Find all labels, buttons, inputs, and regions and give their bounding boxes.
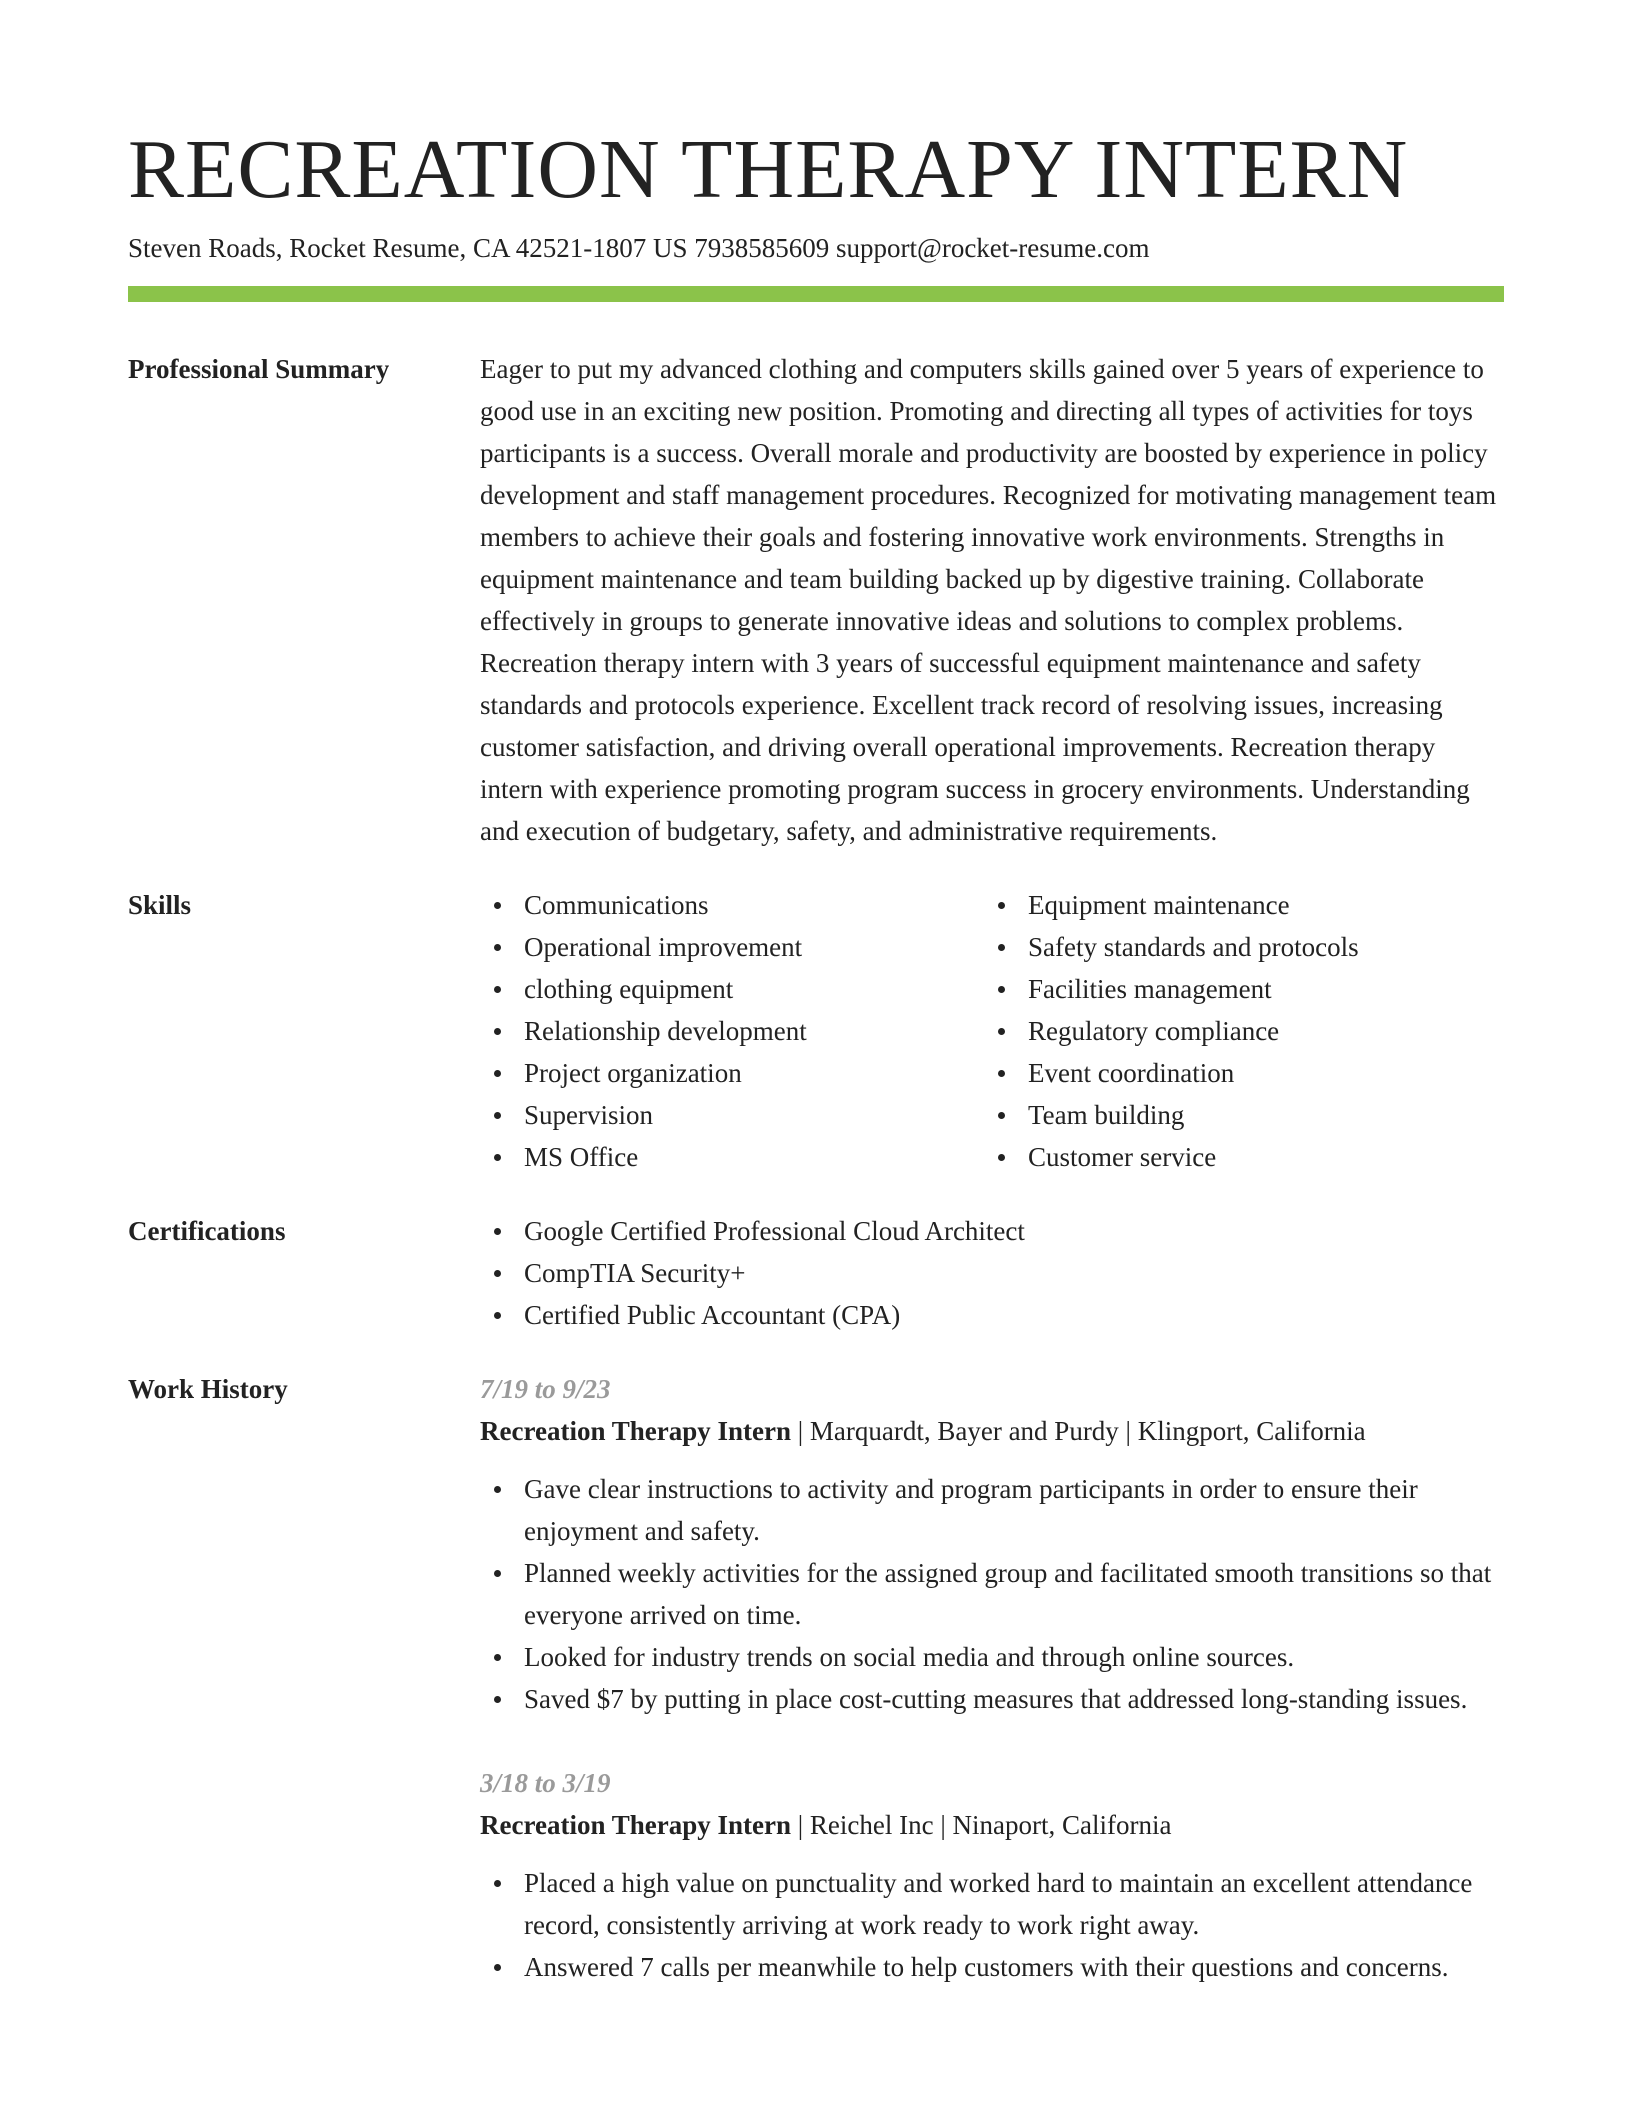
skill-item: Communications bbox=[480, 884, 984, 926]
work-history-body bbox=[480, 1368, 1504, 2030]
job-title-line bbox=[480, 1804, 1504, 1846]
skills-column-right bbox=[984, 884, 1488, 1178]
skill-item: clothing equipment bbox=[480, 968, 984, 1010]
job-duty-item: Saved $7 by putting in place cost-cutting measures that addressed long-standing issues. bbox=[480, 1678, 1504, 1720]
skill-item: Supervision bbox=[480, 1094, 984, 1136]
skills-column-left bbox=[480, 884, 984, 1178]
certification-item: Certified Public Accountant (CPA) bbox=[480, 1294, 1504, 1336]
skill-item: Operational improvement bbox=[480, 926, 984, 968]
skills-list-right bbox=[984, 884, 1488, 1178]
job-duty-item: Looked for industry trends on social media and through online sources. bbox=[480, 1636, 1504, 1678]
job-duties-list bbox=[480, 1862, 1504, 1988]
work-history-heading: Work History bbox=[128, 1374, 288, 1404]
work-history-section bbox=[128, 1368, 1504, 2030]
job-duty-item: Planned weekly activities for the assigned group and facilitated smooth transitions so that everyone arrived on time. bbox=[480, 1552, 1504, 1636]
skill-item: Team building bbox=[984, 1094, 1488, 1136]
job-duties-list bbox=[480, 1468, 1504, 1720]
job-dates: 3/18 to 3/19 bbox=[480, 1768, 611, 1798]
certification-item: Google Certified Professional Cloud Architect bbox=[480, 1210, 1504, 1252]
skill-item: Facilities management bbox=[984, 968, 1488, 1010]
certifications-heading: Certifications bbox=[128, 1216, 286, 1246]
summary-text: Eager to put my advanced clothing and computers skills gained over 5 years of experience to good use in an exciting new position. Promoting and directing all types of activities for toys participants is a success. Overall morale and productivity are boosted by experience in policy development and staff management procedures. Recognized for motivating management team members to achieve their goals and fostering innovative work environments. Strengths in equipment maintenance and team building backed up by digestive training. Collaborate effectively in groups to generate innovative ideas and solutions to complex problems. Recreation therapy intern with 3 years of successful equipment maintenance and safety standards and protocols experience. Excellent track record of resolving issues, increasing customer satisfaction, and driving overall operational improvements. Recreation therapy intern with experience promoting program success in grocery environments. Understanding and execution of budgetary, safety, and administrative requirements. bbox=[480, 354, 1497, 846]
summary-body bbox=[480, 348, 1504, 852]
job-duty-item: Placed a high value on punctuality and worked hard to maintain an excellent attendance record, consistently arriving at work ready to work right away. bbox=[480, 1862, 1504, 1946]
job-duty-item: Gave clear instructions to activity and program participants in order to ensure their enjoyment and safety. bbox=[480, 1468, 1504, 1552]
header-divider bbox=[128, 286, 1504, 302]
certification-item: CompTIA Security+ bbox=[480, 1252, 1504, 1294]
skills-columns bbox=[480, 884, 1504, 1178]
skills-heading: Skills bbox=[128, 890, 192, 920]
skills-body bbox=[480, 884, 1504, 1178]
skill-item: Customer service bbox=[984, 1136, 1488, 1178]
job-role: Recreation Therapy Intern bbox=[480, 1416, 791, 1446]
contact-line: Steven Roads, Rocket Resume, CA 42521-1807 US 7938585609 support@rocket-resume.com bbox=[128, 233, 1150, 263]
skill-item: Event coordination bbox=[984, 1052, 1488, 1094]
skills-list-left bbox=[480, 884, 984, 1178]
job-duty-item: Answered 7 calls per meanwhile to help customers with their questions and concerns. bbox=[480, 1946, 1504, 1988]
certifications-list bbox=[480, 1210, 1504, 1336]
skill-item: Equipment maintenance bbox=[984, 884, 1488, 926]
job-role: Recreation Therapy Intern bbox=[480, 1810, 791, 1840]
resume-title: RECREATION THERAPY INTERN bbox=[128, 123, 1409, 216]
certifications-section bbox=[128, 1210, 1504, 1336]
certifications-body bbox=[480, 1210, 1504, 1336]
skill-item: Safety standards and protocols bbox=[984, 926, 1488, 968]
job-dates: 7/19 to 9/23 bbox=[480, 1374, 611, 1404]
job-employer-location: | Reichel Inc | Ninaport, California bbox=[790, 1810, 1172, 1840]
job-title-line bbox=[480, 1410, 1504, 1452]
skills-section bbox=[128, 884, 1504, 1178]
job-employer-location: | Marquardt, Bayer and Purdy | Klingport, California bbox=[790, 1416, 1366, 1446]
job-entry bbox=[480, 1762, 1504, 1988]
summary-heading: Professional Summary bbox=[128, 354, 390, 384]
skill-item: Project organization bbox=[480, 1052, 984, 1094]
resume-page bbox=[128, 120, 1504, 2030]
skill-item: Relationship development bbox=[480, 1010, 984, 1052]
job-entry bbox=[480, 1368, 1504, 1720]
skill-item: Regulatory compliance bbox=[984, 1010, 1488, 1052]
summary-section bbox=[128, 348, 1504, 852]
skill-item: MS Office bbox=[480, 1136, 984, 1178]
